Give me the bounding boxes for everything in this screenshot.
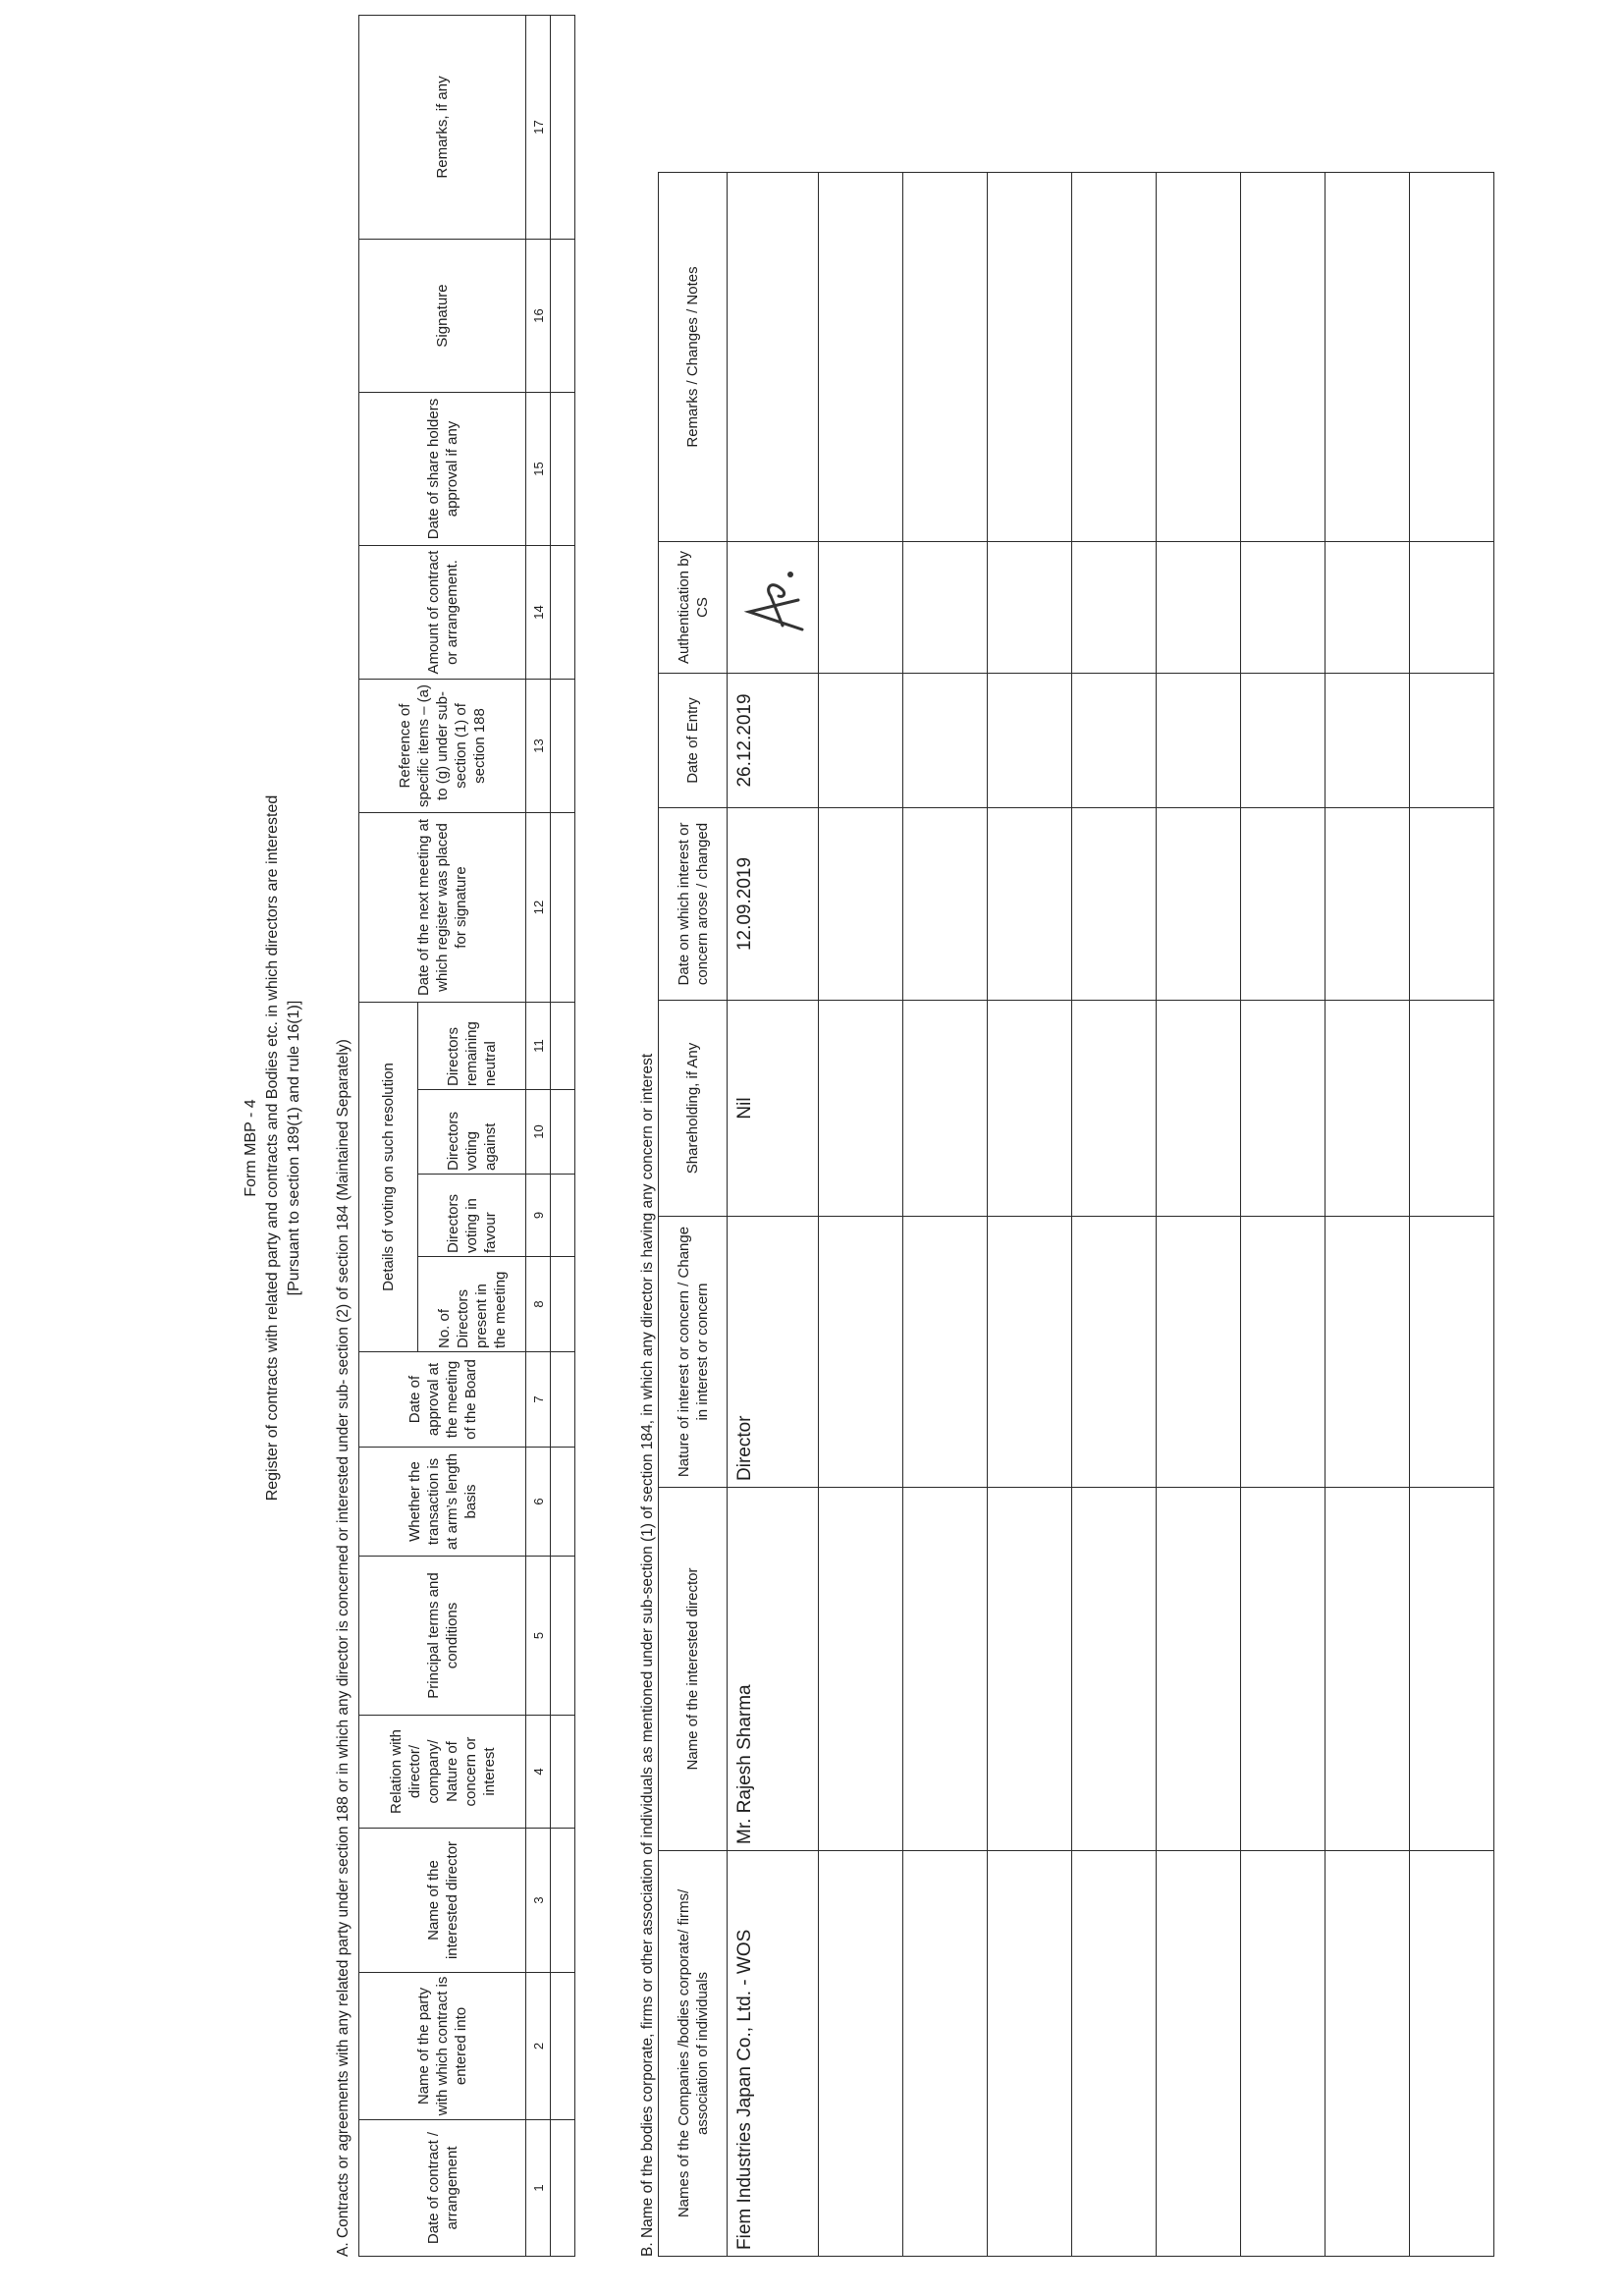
column-number-row (526, 15, 551, 2256)
column-number: 2 (526, 1973, 551, 2120)
col-next-meeting-date: Date of the next meeting at which register was placed for signature (359, 812, 526, 1002)
form-number: Form MBP - 4 (243, 1099, 259, 1197)
date-arose-cell: 12.09.2019 (728, 808, 819, 1001)
table-row (728, 173, 819, 2257)
table-row (551, 15, 575, 2256)
authentication-cell (728, 542, 819, 674)
column-number: 17 (526, 15, 551, 239)
column-number: 16 (526, 239, 551, 392)
table-row (1241, 173, 1325, 2257)
col-interested-director: Name of the interested director (359, 1829, 526, 1973)
col-remarks: Remarks, if any (359, 15, 526, 239)
column-number: 1 (526, 2120, 551, 2257)
col-remaining-neutral: Directors remaining neutral (418, 1002, 526, 1089)
column-number: 9 (526, 1175, 551, 1257)
col-voting-against: Directors voting against (418, 1090, 526, 1175)
cs-initials-signature (741, 548, 810, 667)
column-number: 15 (526, 392, 551, 545)
pursuant-note: [Pursuant to section 189(1) and rule 16(1)] (286, 1000, 302, 1296)
col-reference-items: Reference of specific items – (a) to (g) under sub-section (1) of section 188 (359, 679, 526, 812)
col-date-of-contract: Date of contract / arrangement (359, 2120, 526, 2257)
column-number: 7 (526, 1352, 551, 1448)
col-arms-length: Whether the transaction is at arm’s length basis (359, 1448, 526, 1557)
column-number: 11 (526, 1002, 551, 1089)
col-company-names: Names of the Companies /bodies corporate/ firms/ association of individuals (659, 1851, 728, 2257)
section-b-title: B. Name of the bodies corporate, firms or other association of individuals as mentioned under sub-section (1) of section 184, in which any director is having any concern or interest (639, 1053, 656, 2257)
col-nature-of-interest: Nature of interest or concern / Change in interest or concern (659, 1217, 728, 1488)
col-amount: Amount of contract or arrangement. (359, 545, 526, 679)
col-party-name: Name of the party with which contract is entered into (359, 1973, 526, 2120)
table-row (903, 173, 988, 2257)
col-date-arose: Date on which interest or concern arose / changed (659, 808, 728, 1001)
col-voting-favour: Directors voting in favour (418, 1175, 526, 1257)
director-name-cell: Mr. Rajesh Sharma (728, 1488, 819, 1851)
col-remarks-notes: Remarks / Changes / Notes (659, 173, 728, 542)
signature-icon (741, 564, 810, 652)
company-name-cell: Fiem Industries Japan Co., Ltd. - WOS (728, 1851, 819, 2257)
column-number: 14 (526, 545, 551, 679)
col-authentication: Authentication by CS (659, 542, 728, 674)
column-number: 13 (526, 679, 551, 812)
section-b-table (658, 172, 1494, 2257)
col-directors-present: No. of Directors present in the meeting (418, 1257, 526, 1352)
date-entry-cell: 26.12.2019 (728, 674, 819, 808)
col-interested-director: Name of the interested director (659, 1488, 728, 1851)
col-voting-details: Details of voting on such resolution (359, 1002, 418, 1351)
column-number: 5 (526, 1557, 551, 1716)
column-number: 4 (526, 1716, 551, 1829)
column-number: 8 (526, 1257, 551, 1352)
register-title: Register of contracts with related party and contracts and Bodies etc. in which directors are interested (264, 794, 281, 1502)
col-principal-terms: Principal terms and conditions (359, 1557, 526, 1716)
section-a-title: A. Contracts or agreements with any related party under section 188 or in which any director is concerned or interested under sub- section (2) of section 184 (Maintained Separately) (335, 1039, 352, 2257)
column-number: 6 (526, 1448, 551, 1557)
remarks-cell (728, 173, 819, 542)
table-row (1157, 173, 1241, 2257)
table-row (1072, 173, 1157, 2257)
table-row (1410, 173, 1494, 2257)
col-shareholder-approval: Date of share holders approval if any (359, 392, 526, 545)
shareholding-cell: Nil (728, 1001, 819, 1217)
section-a-table (358, 15, 575, 2257)
column-number: 12 (526, 812, 551, 1002)
table-row (988, 173, 1072, 2257)
column-number: 3 (526, 1829, 551, 1973)
table-row (1325, 173, 1410, 2257)
col-signature: Signature (359, 239, 526, 392)
col-board-approval-date: Date of approval at the meeting of the Board (359, 1352, 526, 1448)
nature-cell: Director (728, 1217, 819, 1488)
table-row (819, 173, 903, 2257)
col-date-of-entry: Date of Entry (659, 674, 728, 808)
col-shareholding: Shareholding, if Any (659, 1001, 728, 1217)
col-relation: Relation with director/ company/ Nature of concern or interest (359, 1716, 526, 1829)
column-number: 10 (526, 1090, 551, 1175)
